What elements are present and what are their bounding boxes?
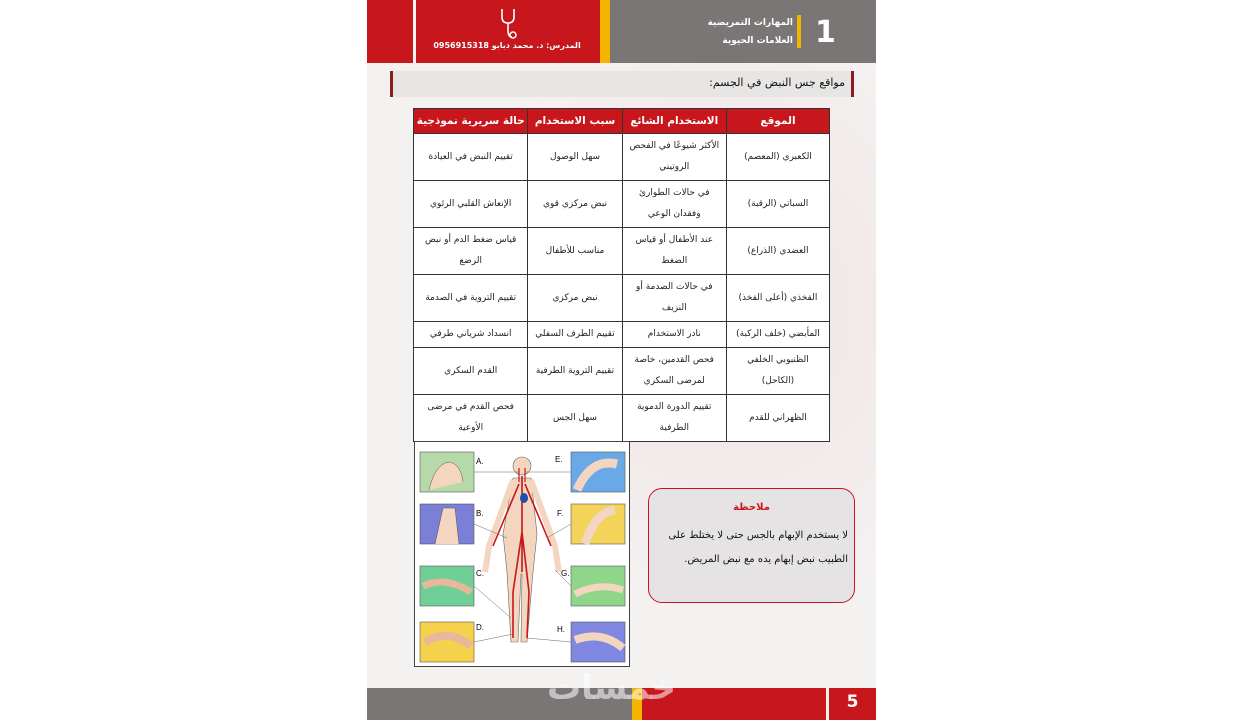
table-cell: الكعبري (المعصم): [726, 134, 829, 181]
header-divider: [797, 15, 801, 48]
table-cell: سهل الجس: [528, 395, 622, 442]
table-cell: العضدي (الذراع): [726, 228, 829, 275]
table-cell: نادر الاستخدام: [622, 322, 726, 348]
chapter-number: 1: [815, 15, 836, 50]
section-heading-bar: [390, 71, 854, 97]
table-cell: تقييم النبض في العيادة: [414, 134, 528, 181]
table-row: [414, 395, 830, 442]
table-row: [414, 181, 830, 228]
table-cell: في حالات الصدمة أو النزيف: [622, 275, 726, 322]
table-cell: في حالات الطوارئ وفقدان الوعي: [622, 181, 726, 228]
table-cell: المأبضي (خلف الركبة): [726, 322, 829, 348]
figure-label-c: C.: [476, 569, 484, 578]
table-cell: انسداد شرياني طرفي: [414, 322, 528, 348]
table-cell: فحص القدم في مرضى الأوعية: [414, 395, 528, 442]
header-title-line1: المهارات التمريضية: [707, 18, 793, 28]
header-gold-stripe: [600, 0, 610, 63]
section-heading: مواقع جس النبض في الجسم:: [709, 76, 845, 89]
note-box: [648, 488, 855, 603]
table-cell: القدم السكري: [414, 348, 528, 395]
table-header-row: [414, 109, 830, 134]
table-cell: الأكثر شيوعًا في الفحص الروتيني: [622, 134, 726, 181]
figure-label-d: D.: [476, 623, 484, 632]
header-title-line2: العلامات الحيوية: [722, 36, 793, 46]
note-title: ملاحظة: [733, 502, 770, 513]
table-cell: قياس ضغط الدم أو نبض الرضع: [414, 228, 528, 275]
stethoscope-icon: [498, 8, 518, 40]
human-body-figure: [485, 457, 559, 642]
table-cell: تقييم التروية في الصدمة: [414, 275, 528, 322]
table-row: [414, 275, 830, 322]
table-cell: تقييم التروية الطرفية: [528, 348, 622, 395]
pulse-diagram: [415, 442, 629, 666]
table-cell: تقييم الدورة الدموية الطرفية: [622, 395, 726, 442]
column-header: سبب الاستخدام: [528, 109, 622, 134]
pulse-sites-table: [413, 108, 830, 442]
table-row: [414, 228, 830, 275]
figure-label-b: B.: [476, 509, 484, 518]
table-cell: مناسب للأطفال: [528, 228, 622, 275]
note-text: لا يستخدم الإبهام بالجس حتى لا يختلط على الطبيب نبض إبهام يده مع نبض المريض.: [668, 530, 848, 565]
header-red-block: [367, 0, 413, 63]
page-number: 5: [846, 692, 859, 712]
pulse-sites-figure: [414, 441, 630, 667]
table-row: [414, 348, 830, 395]
table-cell: الظهراني للقدم: [726, 395, 829, 442]
figure-label-e: E.: [555, 455, 563, 464]
header-grey-block: [610, 0, 876, 63]
table-cell: نبض مركزي: [528, 275, 622, 322]
table-cell: تقييم الطرف السفلي: [528, 322, 622, 348]
table-cell: عند الأطفال أو قياس الضغط: [622, 228, 726, 275]
figure-label-g: G.: [561, 569, 570, 578]
table-row: [414, 134, 830, 181]
table-cell: السباتي (الرقبة): [726, 181, 829, 228]
column-header: الاستخدام الشائع: [622, 109, 726, 134]
column-header: الموقع: [726, 109, 829, 134]
table-cell: نبض مركزي قوي: [528, 181, 622, 228]
table-cell: فحص القدمين، خاصة لمرضى السكري: [622, 348, 726, 395]
table-row: [414, 322, 830, 348]
column-header: حالة سريرية نموذجية: [414, 109, 528, 134]
table-cell: الظنبوبي الخلفي (الكاحل): [726, 348, 829, 395]
watermark-logo: خمسات: [547, 668, 676, 708]
document-page: [367, 0, 876, 720]
figure-label-a: A.: [476, 457, 484, 466]
table-cell: الفخذي (أعلى الفخذ): [726, 275, 829, 322]
teacher-credit: المدرس: د. محمد دبابو 0956915318: [433, 41, 581, 50]
figure-label-h: H.: [557, 625, 565, 634]
figure-label-f: F.: [557, 509, 564, 518]
table-cell: سهل الوصول: [528, 134, 622, 181]
table-cell: الإنعاش القلبي الرئوي: [414, 181, 528, 228]
